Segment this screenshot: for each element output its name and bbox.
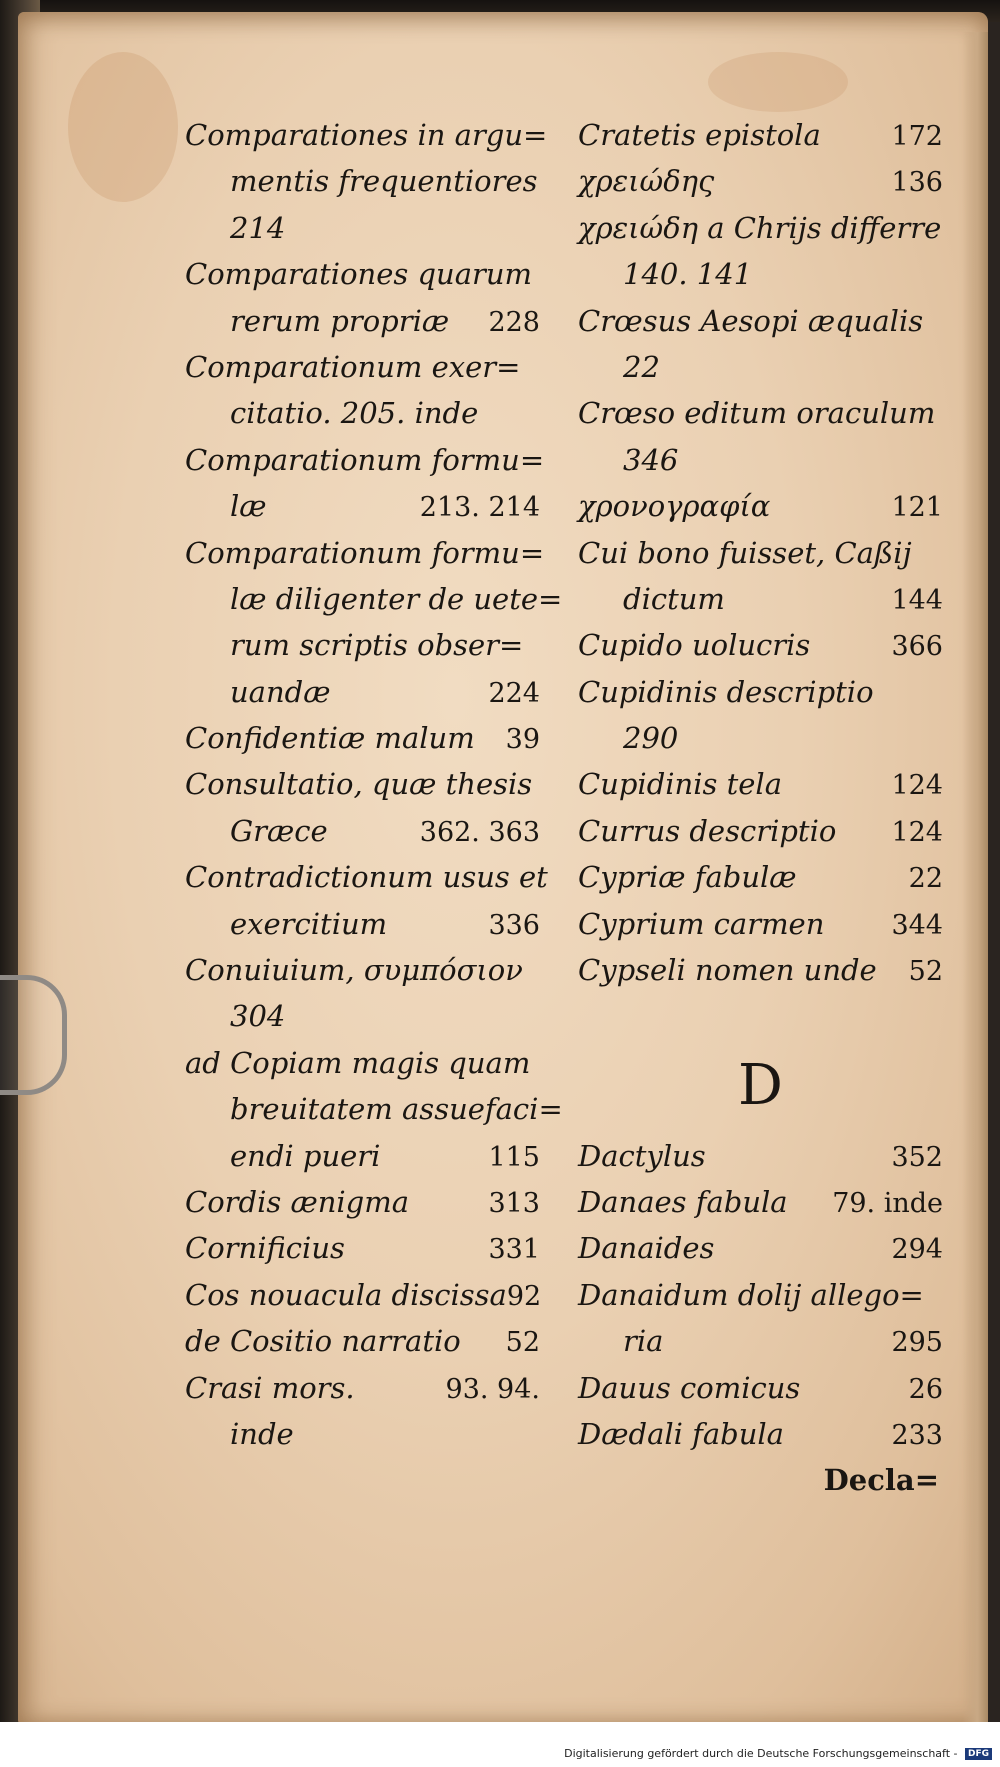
index-line	[578, 1411, 943, 1457]
index-entry	[578, 530, 943, 623]
index-line	[185, 158, 540, 204]
index-entry	[578, 761, 943, 807]
page-reference: 136	[891, 167, 943, 199]
entry-text: Dædali fabula	[578, 1416, 784, 1451]
index-line	[578, 390, 943, 436]
index-entry	[185, 1040, 563, 1179]
index-entry	[578, 1272, 943, 1365]
index-entry	[578, 901, 943, 947]
entry-text: Græce	[230, 813, 328, 848]
index-line	[578, 1272, 943, 1318]
index-entry	[185, 344, 540, 437]
index-line	[578, 622, 943, 668]
entry-text: læ	[230, 489, 267, 524]
index-section-d	[578, 1133, 943, 1458]
index-line	[185, 1179, 540, 1225]
index-entry	[578, 205, 943, 298]
index-line	[578, 761, 943, 807]
page-reference: 22	[908, 863, 943, 895]
index-entry	[578, 1365, 943, 1411]
index-line	[185, 390, 540, 436]
page-reference: 352	[891, 1141, 943, 1173]
index-entry	[185, 1318, 540, 1364]
index-entry	[578, 1179, 943, 1225]
index-entry	[578, 947, 943, 993]
index-entry	[578, 808, 943, 854]
index-line	[578, 112, 943, 158]
entry-text: Comparationum exer=	[185, 349, 521, 384]
index-line	[578, 158, 943, 204]
page-reference: 26	[908, 1373, 943, 1405]
entry-text: Currus descriptio	[578, 813, 837, 848]
entry-text: Danaes fabula	[578, 1185, 788, 1219]
credit-text: Digitalisierung gefördert durch die Deutsche Forschungsgemeinschaft -	[564, 1747, 958, 1760]
index-line	[185, 901, 540, 947]
index-line	[185, 622, 540, 668]
page-reference: 362. 363	[419, 816, 540, 848]
entry-text: χρειώδη a Chrijs differre	[578, 210, 942, 245]
page-reference: 52	[908, 956, 943, 988]
index-line	[185, 205, 540, 251]
index-entry	[185, 1225, 540, 1271]
entry-text: Danaides	[578, 1231, 715, 1266]
entry-text: endi pueri	[230, 1138, 381, 1173]
page-edge	[962, 32, 988, 1722]
index-entry	[578, 390, 943, 483]
index-line	[185, 437, 545, 483]
index-line	[185, 298, 540, 344]
index-entry	[185, 1272, 540, 1318]
entry-text: Crœsus Aesopi æqualis	[578, 303, 924, 338]
index-line	[185, 576, 563, 622]
entry-text: Consultatio, quæ thesis	[185, 767, 533, 802]
index-line	[578, 808, 943, 854]
entry-text: Dactylus	[578, 1138, 706, 1173]
entry-text: de Cositio narratio	[185, 1324, 461, 1359]
entry-text: χρειώδης	[578, 164, 715, 199]
index-line	[578, 576, 943, 622]
index-line	[185, 1086, 563, 1132]
page-reference: 228	[488, 306, 540, 338]
entry-text: exercitium	[230, 906, 388, 941]
index-line	[185, 947, 540, 993]
section-letter-heading: D	[738, 1052, 783, 1118]
entry-text: Cupidinis tela	[578, 767, 782, 802]
page-reference: 121	[891, 492, 943, 524]
entry-text: ad Copiam magis quam	[185, 1045, 531, 1080]
page-reference: 92	[506, 1280, 542, 1312]
index-line	[578, 854, 943, 900]
digitization-credit	[564, 1747, 992, 1760]
index-line	[185, 715, 540, 761]
index-entry	[578, 1411, 943, 1457]
entry-text: Conuiuium, συμπόσιον	[185, 953, 523, 988]
catchword: Decla=	[823, 1463, 939, 1498]
index-entry	[578, 669, 943, 762]
index-line	[185, 530, 545, 576]
entry-text: Danaidum dolij allego=	[578, 1277, 924, 1312]
page-reference: 124	[891, 770, 943, 802]
page-stain	[68, 52, 178, 202]
page-reference: 366	[891, 631, 943, 663]
entry-text: 346	[623, 442, 679, 477]
entry-text: 304	[230, 999, 286, 1034]
index-line	[185, 251, 540, 297]
entry-text: 214	[230, 210, 286, 245]
entry-text: inde	[230, 1416, 294, 1451]
index-line	[185, 112, 548, 158]
page-reference: 331	[488, 1234, 540, 1266]
index-entry	[185, 1365, 540, 1458]
entry-text: Confidentiæ malum	[185, 721, 475, 756]
index-line	[578, 1179, 943, 1225]
index-line	[185, 1225, 540, 1271]
index-line	[578, 530, 943, 576]
index-entry	[185, 715, 540, 761]
entry-text: breuitatem assuefaci=	[230, 1092, 563, 1127]
index-line	[185, 993, 540, 1039]
entry-text: citatio. 205. inde	[230, 396, 479, 431]
entry-text: χρονογραφία	[578, 489, 771, 524]
index-line	[578, 1133, 943, 1179]
index-entry	[578, 1133, 943, 1179]
index-line	[578, 298, 943, 344]
index-line	[185, 1411, 540, 1457]
index-line	[578, 344, 943, 390]
entry-text: Cypseli nomen unde	[578, 953, 877, 988]
entry-text: Cui bono fuisset, Caßij	[578, 535, 912, 570]
index-line	[185, 1040, 540, 1086]
index-entry	[185, 1179, 540, 1225]
page-reference: 124	[891, 816, 943, 848]
index-line	[578, 1318, 943, 1364]
page-reference: 172	[891, 121, 943, 152]
index-column-right	[578, 112, 943, 1504]
page-reference: 233	[891, 1419, 943, 1451]
dfg-logo: DFG	[965, 1748, 992, 1760]
entry-text: Dauus comicus	[578, 1370, 801, 1405]
page-reference: 39	[505, 724, 540, 756]
index-line	[578, 901, 943, 947]
index-line	[185, 1272, 540, 1318]
index-line	[578, 251, 943, 297]
entry-text: Comparationum formu=	[185, 535, 545, 570]
index-entry	[578, 483, 943, 529]
index-entry	[185, 530, 563, 716]
index-entry	[185, 761, 540, 854]
page-reference: 294	[891, 1234, 943, 1266]
entry-text: uandæ	[230, 674, 331, 709]
index-entry	[578, 1225, 943, 1271]
index-line	[185, 854, 548, 900]
index-entry	[185, 112, 548, 251]
page-stain	[708, 52, 848, 112]
index-line	[578, 205, 943, 251]
entry-text: Comparationes quarum	[185, 257, 533, 292]
entry-text: rum scriptis obser=	[230, 628, 524, 663]
entry-text: mentis frequentiores	[230, 164, 538, 199]
index-section-c	[578, 112, 943, 993]
entry-text: dictum	[623, 581, 725, 616]
index-entry	[185, 947, 540, 1040]
entry-text: Contradictionum usus et	[185, 860, 548, 895]
index-entry	[185, 251, 540, 344]
entry-text: Crœso editum oraculum	[578, 396, 936, 431]
entry-text: Cypriæ fabulæ	[578, 860, 797, 895]
page-reference: 336	[488, 909, 540, 941]
page-reference: 52	[505, 1327, 540, 1359]
entry-text: 140. 141	[623, 257, 753, 292]
index-line	[578, 1225, 943, 1271]
footer-bar	[0, 1722, 1000, 1767]
page-reference: 144	[891, 584, 943, 616]
page-reference: 213. 214	[419, 492, 540, 524]
index-line	[578, 437, 943, 483]
entry-text: Cratetis epistola	[578, 118, 821, 152]
entry-text: læ diligenter de uete=	[230, 581, 563, 616]
index-line	[185, 344, 540, 390]
page-reference: 115	[488, 1141, 540, 1173]
page-reference: 79. inde	[832, 1188, 943, 1219]
page-reference: 344	[891, 909, 943, 941]
entry-text: 290	[623, 721, 679, 756]
entry-text: rerum propriæ	[230, 303, 450, 338]
index-line	[185, 669, 540, 715]
index-entry	[578, 298, 943, 391]
index-line	[185, 1318, 540, 1364]
entry-text: Comparationes in argu=	[185, 118, 548, 152]
index-line	[578, 715, 943, 761]
page-reference: 295	[891, 1327, 943, 1359]
index-column-left	[185, 112, 563, 1457]
index-line	[185, 808, 540, 854]
page-reference: 313	[488, 1187, 540, 1219]
page-reference: 93. 94.	[445, 1373, 540, 1405]
index-line	[185, 1365, 540, 1411]
index-entry	[185, 437, 545, 530]
index-line	[578, 483, 943, 529]
index-entry	[578, 622, 943, 668]
index-line	[578, 669, 943, 715]
entry-text: Cupidinis descriptio	[578, 674, 874, 709]
index-entry	[578, 112, 943, 158]
entry-text: Cyprium carmen	[578, 906, 825, 941]
index-line	[578, 947, 943, 993]
entry-text: Cos nouacula discissa	[185, 1277, 507, 1312]
index-line	[185, 483, 540, 529]
entry-text: Cornificius	[185, 1231, 345, 1266]
entry-text: Crasi mors.	[185, 1370, 355, 1405]
entry-text: Cordis ænigma	[185, 1184, 410, 1219]
entry-text: Cupido uolucris	[578, 628, 811, 663]
index-line	[185, 761, 540, 807]
entry-text: Comparationum formu=	[185, 442, 545, 477]
page-clip-icon	[0, 975, 67, 1095]
index-entry	[578, 854, 943, 900]
index-entry	[185, 854, 548, 947]
page-reference: 224	[488, 677, 540, 709]
index-entry	[578, 158, 943, 204]
index-line	[185, 1133, 540, 1179]
entry-text: ria	[623, 1324, 664, 1359]
index-line	[578, 1365, 943, 1411]
entry-text: 22	[623, 349, 660, 384]
